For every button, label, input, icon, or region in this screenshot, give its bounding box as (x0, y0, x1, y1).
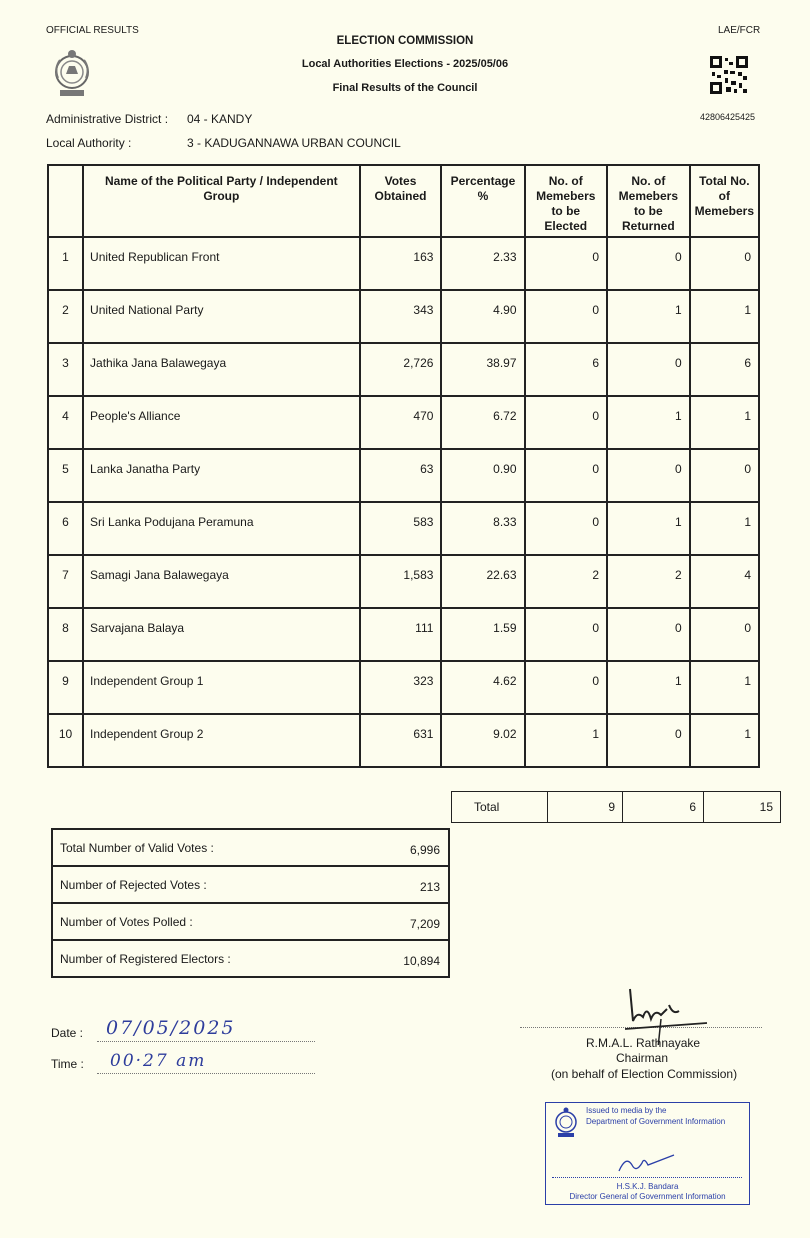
table-row (48, 555, 759, 608)
percentage-cell: 9.02 (441, 714, 524, 767)
form-code: LAE/FCR (718, 25, 761, 36)
row-number: 4 (48, 396, 83, 449)
col-header-votes: Votes Obtained (360, 165, 442, 237)
party-name: United National Party (83, 290, 360, 343)
stat-row (52, 829, 449, 866)
elected-cell: 2 (525, 555, 608, 608)
stamp-emblem-icon (553, 1107, 579, 1139)
table-row (48, 608, 759, 661)
date-label: Date : (51, 1026, 84, 1040)
media-stamp (545, 1102, 750, 1205)
percentage-cell: 0.90 (441, 449, 524, 502)
total-members-cell: 1 (690, 396, 759, 449)
col-header-party: Name of the Political Party / Independent Group (83, 165, 360, 237)
returned-cell: 1 (607, 661, 690, 714)
votes-cell: 1,583 (360, 555, 442, 608)
date-line (97, 1040, 315, 1042)
returned-cell: 0 (607, 237, 690, 290)
col-header-number (48, 165, 83, 237)
totals-row (451, 791, 781, 823)
vote-statistics-table (51, 828, 450, 978)
percentage-cell: 2.33 (441, 237, 524, 290)
stamp-name: H.S.K.J. Bandara (616, 1182, 679, 1191)
votes-cell: 2,726 (360, 343, 442, 396)
row-number: 6 (48, 502, 83, 555)
returned-cell: 0 (607, 608, 690, 661)
table-header-row (48, 165, 759, 237)
elected-cell: 0 (525, 608, 608, 661)
row-number: 2 (48, 290, 83, 343)
stat-row (52, 866, 449, 903)
row-number: 5 (48, 449, 83, 502)
elected-cell: 0 (525, 661, 608, 714)
votes-cell: 470 (360, 396, 442, 449)
party-name: Independent Group 1 (83, 661, 360, 714)
row-number: 3 (48, 343, 83, 396)
signatory-name: R.M.A.L. Rathnayake (586, 1036, 701, 1050)
returned-cell: 1 (607, 502, 690, 555)
percentage-cell: 38.97 (441, 343, 524, 396)
party-name: People's Alliance (83, 396, 360, 449)
stamp-signature (614, 1151, 684, 1179)
time-value: 00·27 am (110, 1051, 207, 1071)
party-name: United Republican Front (83, 237, 360, 290)
table-row (48, 237, 759, 290)
percentage-cell: 4.90 (441, 290, 524, 343)
col-header-percentage: Percentage % (441, 165, 524, 237)
totals-elected: 9 (548, 792, 623, 823)
elected-cell: 1 (525, 714, 608, 767)
returned-cell: 0 (607, 343, 690, 396)
elected-cell: 0 (525, 502, 608, 555)
stat-row (52, 903, 449, 940)
row-number: 8 (48, 608, 83, 661)
totals-label: Total (452, 792, 548, 823)
official-results-label: OFFICIAL RESULTS (46, 25, 139, 36)
returned-cell: 1 (607, 290, 690, 343)
votes-cell: 343 (360, 290, 442, 343)
table-row (48, 714, 759, 767)
table-row (48, 661, 759, 714)
stat-label: Number of Registered Electors : (52, 940, 367, 977)
total-members-cell: 0 (690, 608, 759, 661)
party-name: Samagi Jana Balawegaya (83, 555, 360, 608)
table-row (48, 343, 759, 396)
commission-title: ELECTION COMMISSION (336, 35, 474, 47)
percentage-cell: 4.62 (441, 661, 524, 714)
stat-value: 7,209 (367, 903, 449, 940)
percentage-cell: 1.59 (441, 608, 524, 661)
stat-value: 6,996 (367, 829, 449, 866)
party-name: Sri Lanka Podujana Peramuna (83, 502, 360, 555)
table-row (48, 502, 759, 555)
returned-cell: 2 (607, 555, 690, 608)
party-name: Jathika Jana Balawegaya (83, 343, 360, 396)
votes-cell: 111 (360, 608, 442, 661)
row-number: 9 (48, 661, 83, 714)
qr-code-icon (710, 56, 748, 94)
signatory-behalf: (on behalf of Election Commission) (551, 1067, 738, 1081)
total-members-cell: 1 (690, 661, 759, 714)
stat-value: 213 (367, 866, 449, 903)
votes-cell: 631 (360, 714, 442, 767)
party-name: Sarvajana Balaya (83, 608, 360, 661)
elected-cell: 0 (525, 237, 608, 290)
stamp-title: Director General of Government Information (569, 1192, 726, 1201)
district-value: 04 - KANDY (187, 112, 253, 126)
col-header-total: Total No. of Memebers (690, 165, 759, 237)
table-row (48, 290, 759, 343)
authority-value: 3 - KADUGANNAWA URBAN COUNCIL (187, 136, 401, 150)
row-number: 1 (48, 237, 83, 290)
elected-cell: 0 (525, 290, 608, 343)
returned-cell: 0 (607, 449, 690, 502)
total-members-cell: 6 (690, 343, 759, 396)
party-name: Independent Group 2 (83, 714, 360, 767)
stat-label: Total Number of Valid Votes : (52, 829, 367, 866)
election-title: Local Authorities Elections - 2025/05/06 (301, 58, 509, 70)
total-members-cell: 1 (690, 290, 759, 343)
stamp-line2: Department of Government Information (586, 1117, 726, 1126)
totals-total: 15 (704, 792, 781, 823)
col-header-returned: No. of Memebers to be Returned (607, 165, 690, 237)
elected-cell: 6 (525, 343, 608, 396)
elected-cell: 0 (525, 396, 608, 449)
percentage-cell: 6.72 (441, 396, 524, 449)
stat-value: 10,894 (367, 940, 449, 977)
col-header-elected: No. of Memebers to be Elected (525, 165, 608, 237)
final-results-title: Final Results of the Council (332, 82, 478, 94)
votes-cell: 323 (360, 661, 442, 714)
total-members-cell: 0 (690, 449, 759, 502)
total-members-cell: 1 (690, 714, 759, 767)
signatory-role: Chairman (616, 1051, 669, 1065)
table-row (48, 449, 759, 502)
returned-cell: 0 (607, 714, 690, 767)
date-value: 07/05/2025 (106, 1017, 236, 1039)
percentage-cell: 8.33 (441, 502, 524, 555)
percentage-cell: 22.63 (441, 555, 524, 608)
row-number: 10 (48, 714, 83, 767)
party-name: Lanka Janatha Party (83, 449, 360, 502)
votes-cell: 583 (360, 502, 442, 555)
total-members-cell: 1 (690, 502, 759, 555)
totals-returned: 6 (623, 792, 704, 823)
stamp-signature-line (552, 1177, 742, 1178)
votes-cell: 63 (360, 449, 442, 502)
stat-label: Number of Votes Polled : (52, 903, 367, 940)
national-emblem-icon (52, 48, 92, 100)
returned-cell: 1 (607, 396, 690, 449)
results-table (47, 164, 760, 768)
time-line (97, 1072, 315, 1074)
serial-number: 42806425425 (700, 112, 756, 122)
district-label: Administrative District : (46, 112, 169, 126)
votes-cell: 163 (360, 237, 442, 290)
stamp-line1: Issued to media by the (586, 1106, 667, 1115)
table-row (48, 396, 759, 449)
row-number: 7 (48, 555, 83, 608)
total-members-cell: 0 (690, 237, 759, 290)
time-label: Time : (51, 1057, 84, 1071)
total-members-cell: 4 (690, 555, 759, 608)
elected-cell: 0 (525, 449, 608, 502)
authority-label: Local Authority : (46, 136, 132, 150)
stat-label: Number of Rejected Votes : (52, 866, 367, 903)
stat-row (52, 940, 449, 977)
